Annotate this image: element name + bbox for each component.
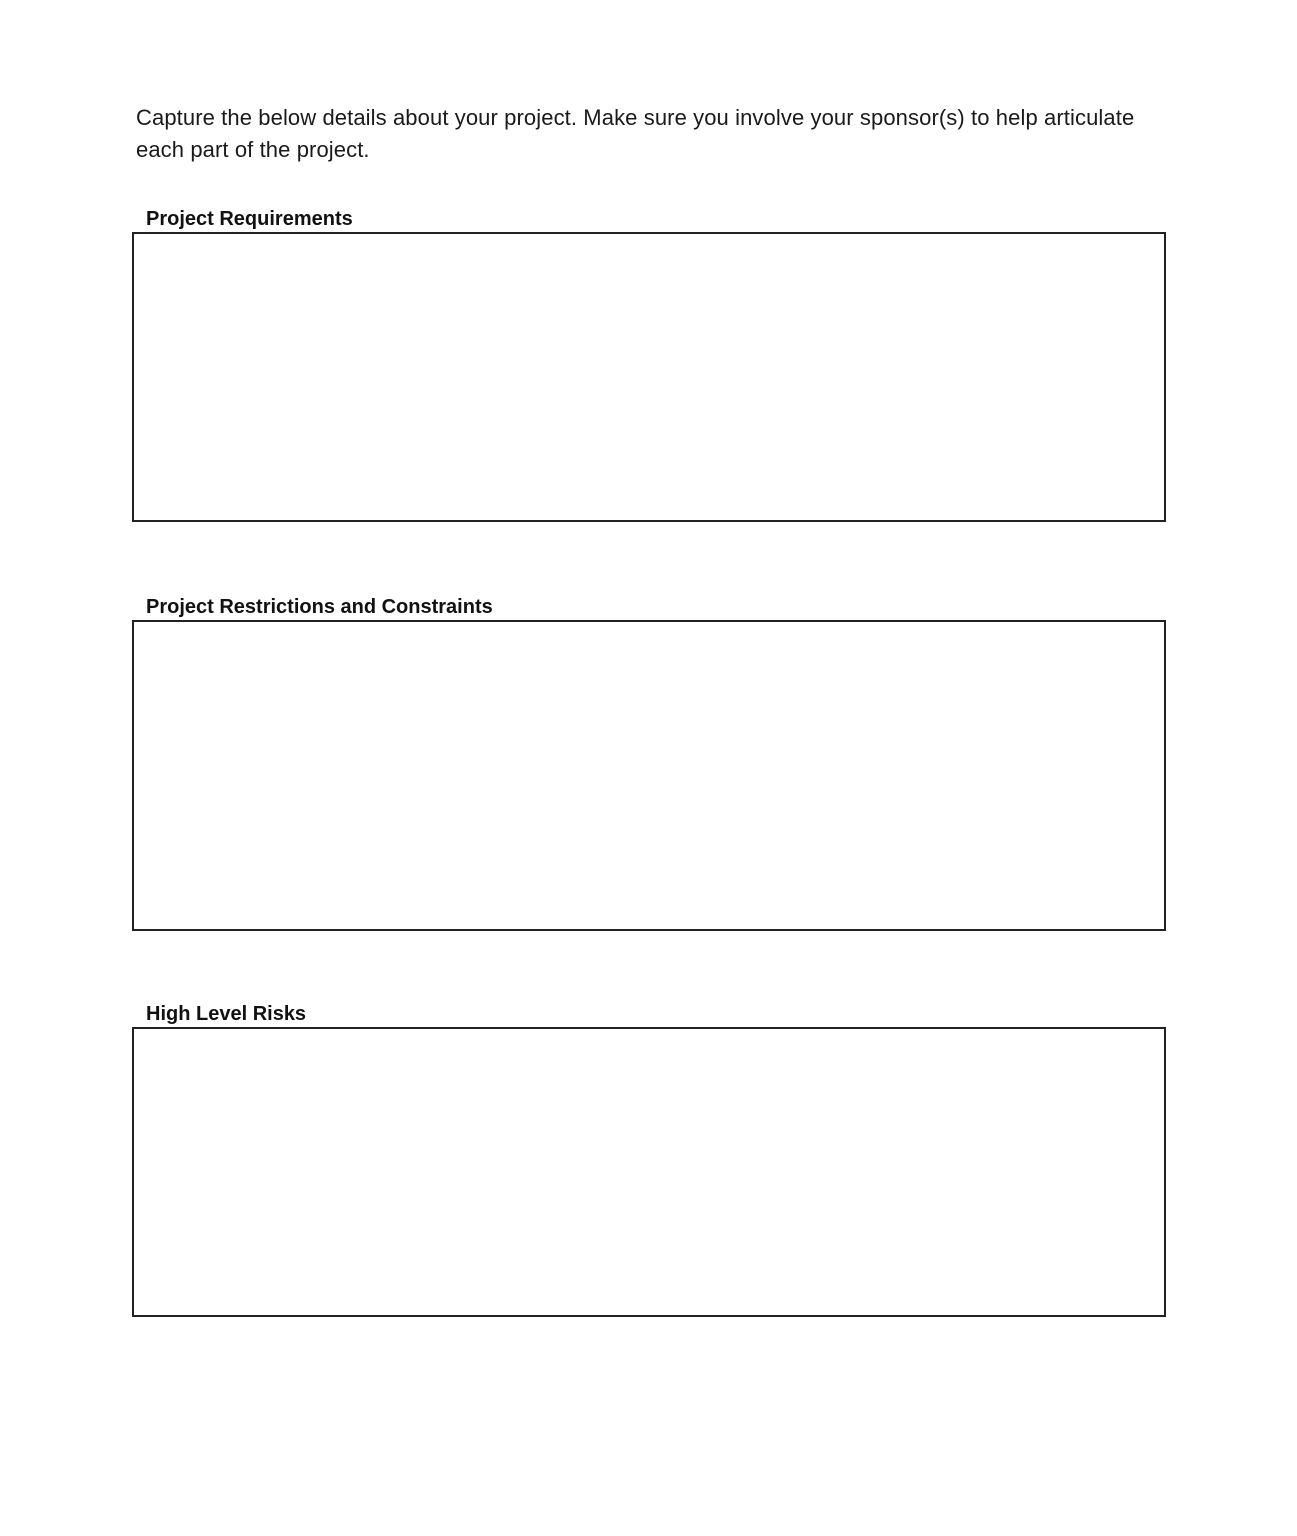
high-level-risks-label: High Level Risks xyxy=(146,1003,307,1025)
high-level-risks-box[interactable] xyxy=(132,1027,1166,1317)
project-requirements-label: Project Requirements xyxy=(146,208,353,230)
project-restrictions-constraints-label: Project Restrictions and Constraints xyxy=(146,596,493,618)
intro-paragraph: Capture the below details about your project. Make sure you involve your sponsor(s) to help articulate each part of the project. xyxy=(136,105,1135,162)
project-requirements-box[interactable] xyxy=(132,232,1166,522)
project-restrictions-constraints-box[interactable] xyxy=(132,620,1166,931)
